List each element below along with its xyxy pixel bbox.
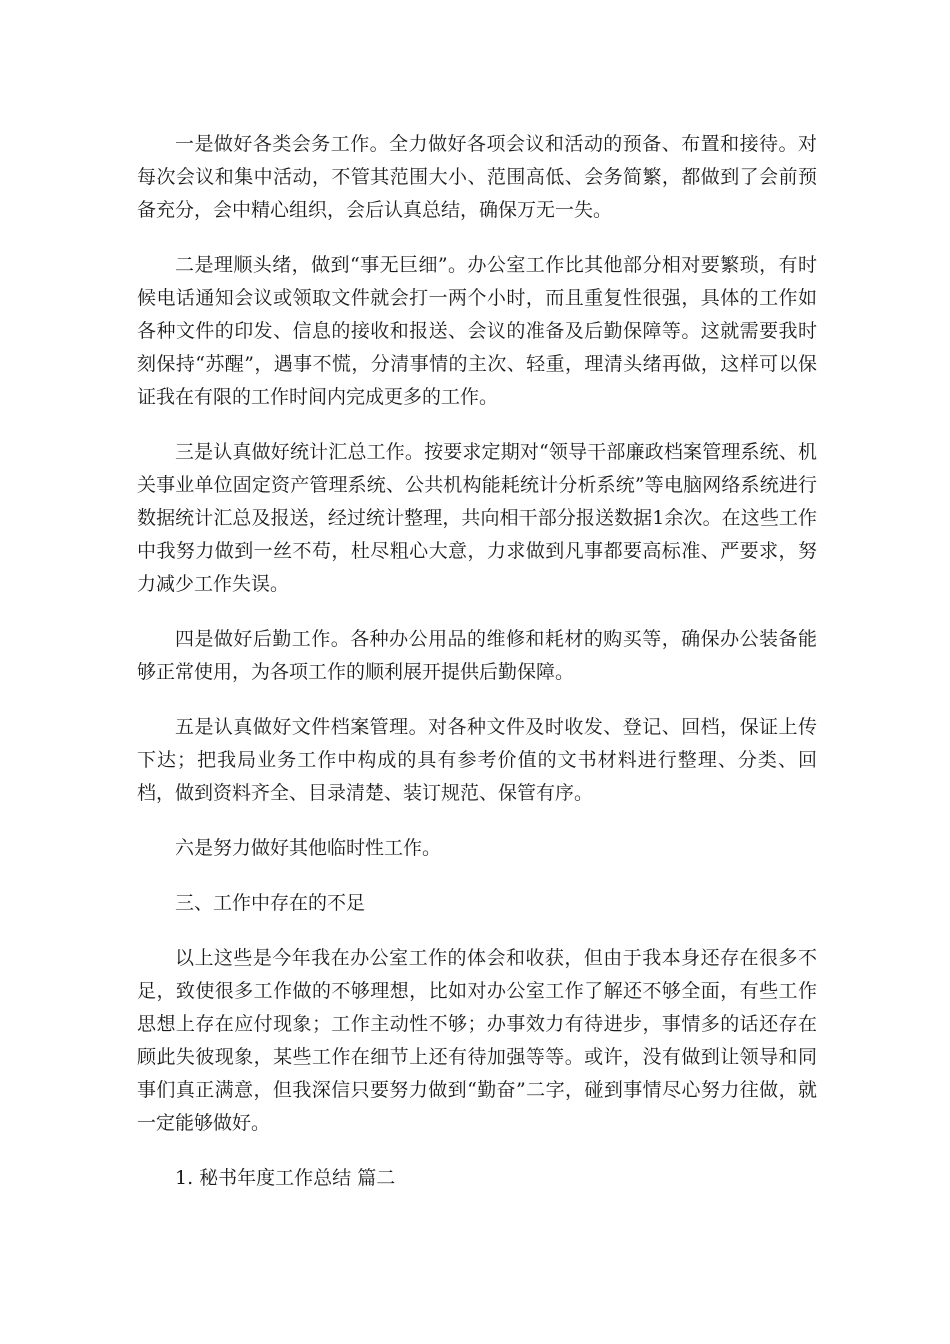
paragraph-item-4: 四是做好后勤工作。各种办公用品的维修和耗材的购买等，确保办公装备能够正常使用，为各项工作的顺利展开提供后勤保障。 [137,628,817,683]
section-heading: 三、工作中存在的不足 [175,892,366,914]
next-section-title: 1. 秘书年度工作总结 篇二 [175,1167,396,1189]
paragraph-item-1: 一是做好各类会务工作。全力做好各项会议和活动的预备、布置和接待。对每次会议和集中活动，不管其范围大小、范围高低、会务简繁，都做到了会前预备充分，会中精心组织，会后认真总结，确保万无一失。 [137,133,817,221]
closing-paragraph: 以上这些是今年我在办公室工作的体会和收获，但由于我本身还存在很多不足，致使很多工作做的不够理想，比如对办公室工作了解还不够全面，有些工作思想上存在应付现象；工作主动性不够；办事效力有待进步，事情多的话还存在顾此失彼现象，某些工作在细节上还有待加强等等。或许，没有做到让领导和同事们真正满意，但我深信只要努力做到“勤奋”二字，碰到事情尽心努力往做，就一定能够做好。 [137,947,817,1134]
paragraph-item-3: 三是认真做好统计汇总工作。按要求定期对“领导干部廉政档案管理系统、机关事业单位固定资产管理系统、公共机构能耗统计分析系统”等电脑网络系统进行数据统计汇总及报送，经过统计整理，共向相干部分报送数据1余次。在这些工作中我努力做到一丝不苟，杜尽粗心大意，力求做到凡事都要高标准、严要求，努力减少工作失误。 [137,441,817,595]
paragraph-item-2: 二是理顺头绪，做到“事无巨细”。办公室工作比其他部分相对要繁琐，有时候电话通知会议或领取文件就会打一两个小时，而且重复性很强，具体的工作如各种文件的印发、信息的接收和报送、会议的准备及后勤保障等。这就需要我时刻保持“苏醒”，遇事不慌，分清事情的主次、轻重，理清头绪再做，这样可以保证我在有限的工作时间内完成更多的工作。 [137,254,817,408]
paragraph-item-6: 六是努力做好其他临时性工作。 [175,837,442,859]
paragraph-item-5: 五是认真做好文件档案管理。对各种文件及时收发、登记、回档，保证上传下达；把我局业务工作中构成的具有参考价值的文书材料进行整理、分类、回档，做到资料齐全、目录清楚、装订规范、保管有序。 [137,716,817,804]
document-body [137,128,817,1195]
